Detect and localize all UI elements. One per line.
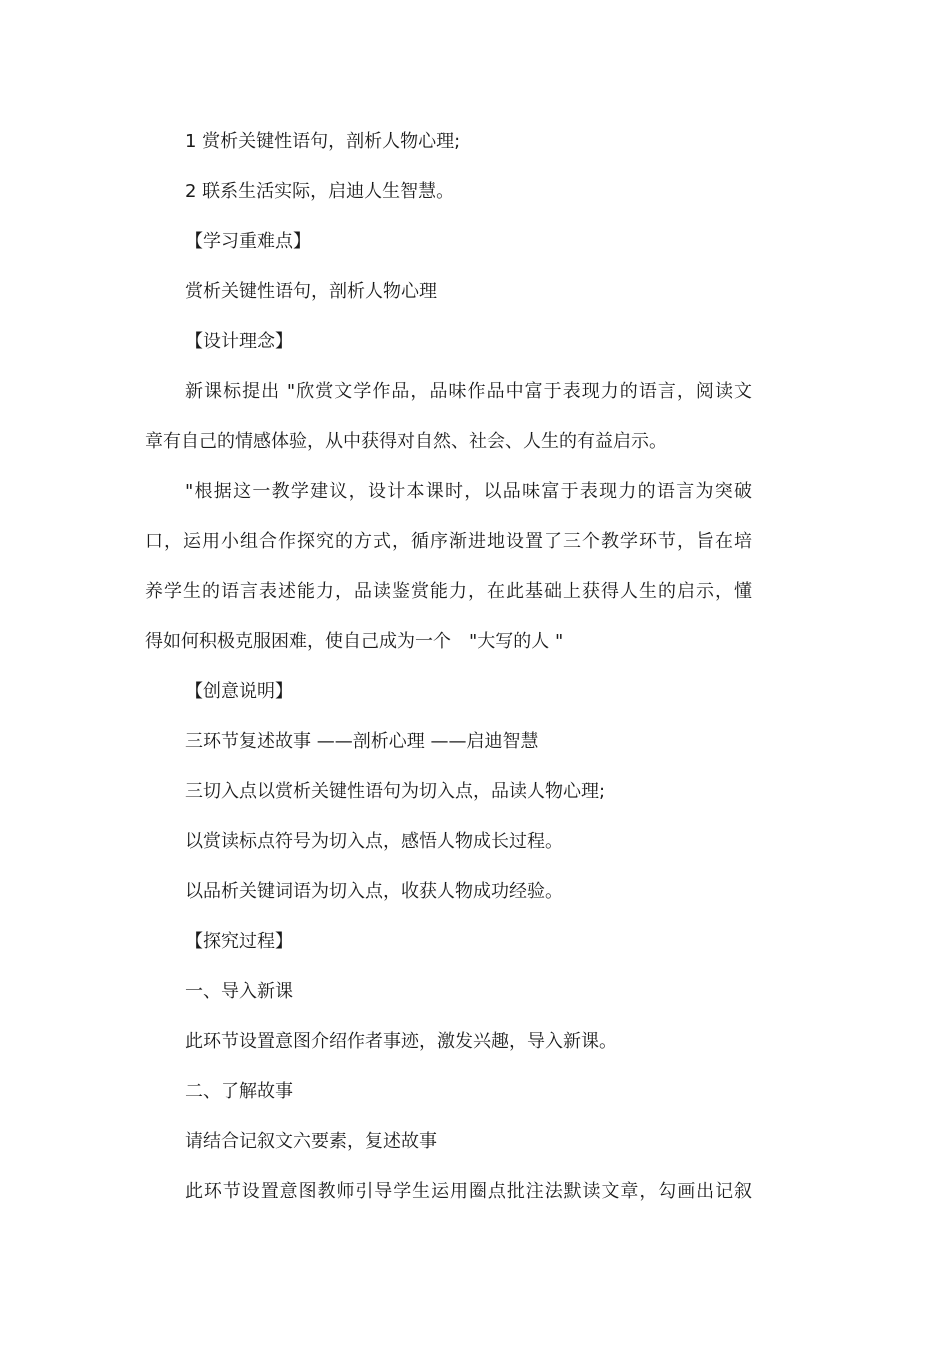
design-concept-line-5: 养学生的语言表述能力，品读鉴赏能力，在此基础上获得人生的启示，懂 <box>145 581 752 602</box>
key-points-text: 赏析关键性语句，剖析人物心理 <box>185 281 437 302</box>
design-concept-line-6: 得如何积极克服困难，使自己成为一个 "大写的人 " <box>145 631 564 652</box>
design-concept-line-2: 章有自己的情感体验，从中获得对自然、社会、人生的有益启示。 <box>145 431 667 452</box>
design-concept-line-3: "根据这一教学建议，设计本课时，以品味富于表现力的语言为突破 <box>185 481 752 502</box>
objective-item-1: 1 赏析关键性语句，剖析人物心理; <box>185 131 461 152</box>
section-heading-design-concept: 【设计理念】 <box>185 331 293 352</box>
section-heading-creative-notes: 【创意说明】 <box>185 681 293 702</box>
creative-notes-line-2: 三切入点以赏析关键性语句为切入点，品读人物心理; <box>185 781 606 802</box>
section-heading-process: 【探究过程】 <box>185 931 293 952</box>
process-section-1-title: 一、导入新课 <box>185 981 293 1002</box>
objective-item-2: 2 联系生活实际，启迪人生智慧。 <box>185 181 455 202</box>
design-concept-line-1: 新课标提出 "欣赏文学作品，品味作品中富于表现力的语言，阅读文 <box>185 381 752 402</box>
creative-notes-line-3: 以赏读标点符号为切入点，感悟人物成长过程。 <box>185 831 563 852</box>
design-concept-line-4: 口，运用小组合作探究的方式，循序渐进地设置了三个教学环节，旨在培 <box>145 531 752 552</box>
creative-notes-line-4: 以品析关键词语为切入点，收获人物成功经验。 <box>185 881 563 902</box>
process-section-2-text: 此环节设置意图教师引导学生运用圈点批注法默读文章，勾画出记叙 <box>185 1181 752 1202</box>
process-section-2-title: 二、了解故事 <box>185 1081 293 1102</box>
process-section-1-text: 此环节设置意图介绍作者事迹，激发兴趣，导入新课。 <box>185 1031 617 1052</box>
creative-notes-line-1: 三环节复述故事 ——剖析心理 ——启迪智慧 <box>185 731 539 752</box>
section-heading-key-points: 【学习重难点】 <box>185 231 311 252</box>
process-section-2-task: 请结合记叙文六要素，复述故事 <box>185 1131 437 1152</box>
